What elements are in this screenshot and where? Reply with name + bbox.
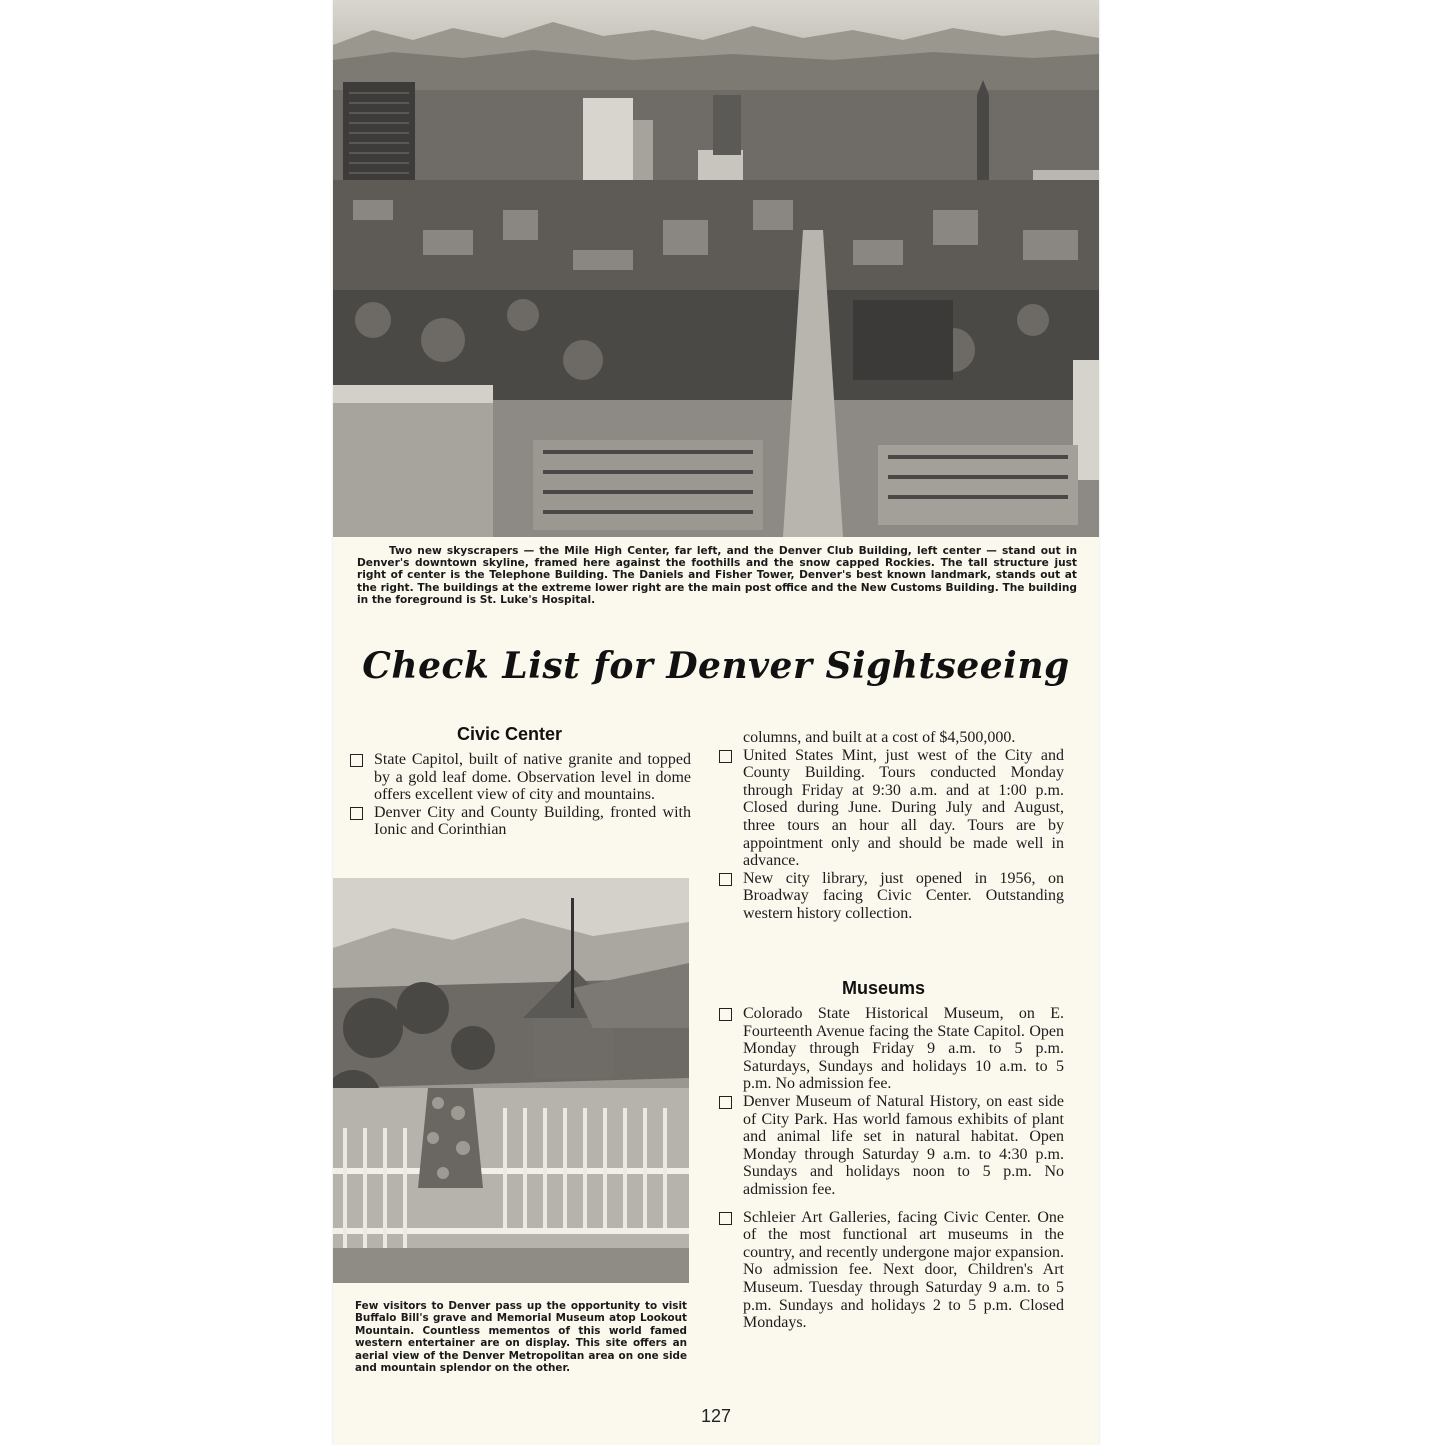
item-text: United States Mint, just west of the City and County Building. Tours conducted Monday through Friday at 9:30 a.m. and at 1:00 p.m. Closed during June. During July and August, three tours an hour all day. Tours are by appointment only and should be made well in advance. [743,746,1064,870]
checkbox-icon[interactable] [719,1212,732,1225]
item-text: State Capitol, built of native granite and topped by a gold leaf dome. Observation level in dome offers excellent view of city and mountains. [374,751,691,804]
item-text: Denver City and County Building, fronted with Ionic and Corinthian [374,803,691,839]
checkbox-icon[interactable] [719,1096,732,1109]
museums-heading: Museums [842,978,926,998]
civic-center-left-list [348,751,691,839]
checkbox-icon[interactable] [719,750,732,763]
item-text: Colorado State Historical Museum, on E. Fourteenth Avenue facing the State Capitol. Open Monday through Friday 9 a.m. to 5 p.m. Saturdays, Sundays and holidays 10 a.m. to 5 p.m. No admission fee. [743,1005,1064,1093]
checklist-item-us-mint[interactable] [717,747,1064,870]
civic-center-heading: Civic Center [457,724,563,744]
item-text: Schleier Art Galleries, facing Civic Center. One of the most functional art museums in the country, and recently undergone major expansion. No admission fee. Next door, Children's Art Museum. Tuesday through Saturday 9 a.m. to 5 p.m. Sundays and holidays 2 to 5 p.m. Closed Mondays. [743,1208,1064,1332]
buffalo-bill-grave-photo [333,878,689,1283]
checklist-item-natural-history-museum[interactable] [717,1093,1064,1199]
denver-skyline-photo [333,0,1099,537]
checklist-item-city-county-building[interactable] [348,804,691,839]
brochure-page [333,0,1099,1445]
item-text: Denver Museum of Natural History, on east side of City Park. Has world famous exhibits of plant and animal life set in natural habitat. Open Monday through Saturday 9 a.m. to 4:30 p.m. Sundays and holidays noon to 5 p.m. No admission fee. [743,1092,1064,1198]
item-text: New city library, just opened in 1956, on Broadway facing Civic Center. Outstanding western history collection. [743,869,1064,922]
checklist-item-schleier-art-galleries[interactable] [717,1209,1064,1332]
page-number: 127 [700,1406,732,1426]
checkbox-icon[interactable] [719,1008,732,1021]
city-county-building-continuation: columns, and built at a cost of $4,500,000. [743,729,1016,746]
page-title: Check List for Denver Sightseeing [362,645,1070,687]
checkbox-icon[interactable] [350,754,363,767]
checklist-item-city-library[interactable] [717,870,1064,923]
checklist-item-state-capitol[interactable] [348,751,691,804]
checkbox-icon[interactable] [719,873,732,886]
museums-list [717,1005,1064,1332]
checkbox-icon[interactable] [350,807,363,820]
grave-photo-caption: Few visitors to Denver pass up the opportunity to visit Buffalo Bill's grave and Memorial Museum atop Lookout Mountain. Countless mementos of this world famed western entertainer are on display. This site offers an aerial view of the Denver Metropolitan area on one side and mountain splendor on the other. [355,1300,687,1375]
civic-center-right-list [717,729,1064,923]
skyline-photo-caption: Two new skyscrapers — the Mile High Center, far left, and the Denver Club Building, left center — stand out in Denver's downtown skyline, framed here against the foothills and the snow capped Rockies. The tall structure just right of center is the Telephone Building. The Daniels and Fisher Tower, Denver's best known landmark, stands out at the right. The buildings at the extreme lower right are the main post office and the New Customs Building. The building in the foreground is St. Luke's Hospital. [357,545,1077,606]
checklist-item-historical-museum[interactable] [717,1005,1064,1093]
